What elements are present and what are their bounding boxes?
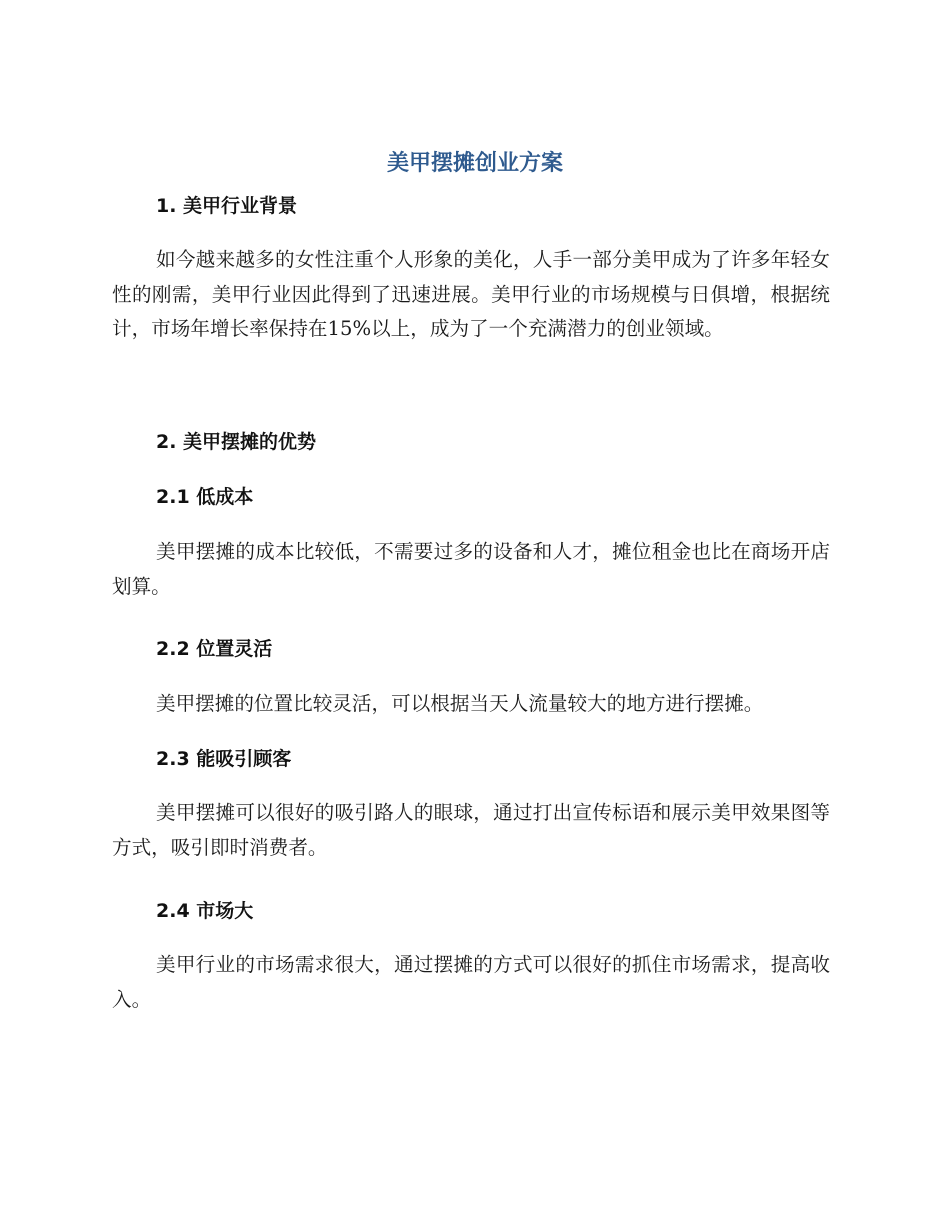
section-heading-low-cost: 2.1 低成本 [156, 486, 254, 508]
page-title: 美甲摆摊创业方案 [386, 151, 563, 176]
section-heading-advantages: 2. 美甲摆摊的优势 [156, 431, 317, 453]
section-paragraph-large-market: 美甲行业的市场需求很大，通过摆摊的方式可以很好的抓住市场需求，提高收入。 [112, 953, 830, 1011]
section-heading-large-market: 2.4 市场大 [156, 900, 254, 922]
section-paragraph-flexible-location: 美甲摆摊的位置比较灵活，可以根据当天人流量较大的地方进行摆摊。 [156, 692, 764, 715]
section-paragraph-low-cost: 美甲摆摊的成本比较低，不需要过多的设备和人才，摊位租金也比在商场开店划算。 [112, 540, 830, 598]
section-heading-flexible-location: 2.2 位置灵活 [156, 638, 273, 660]
section-paragraph-industry-background: 如今越来越多的女性注重个人形象的美化，人手一部分美甲成为了许多年轻女性的刚需，美甲行业因此得到了迅速进展。美甲行业的市场规模与日俱增，根据统计，市场年增长率保持在15%以上，成为了一个充满潜力的创业领域。 [112, 248, 830, 340]
section-heading-attract-customers: 2.3 能吸引顾客 [156, 748, 292, 770]
section-paragraph-attract-customers: 美甲摆摊可以很好的吸引路人的眼球，通过打出宣传标语和展示美甲效果图等方式，吸引即时消费者。 [112, 801, 830, 859]
section-heading-industry-background: 1. 美甲行业背景 [156, 195, 298, 217]
